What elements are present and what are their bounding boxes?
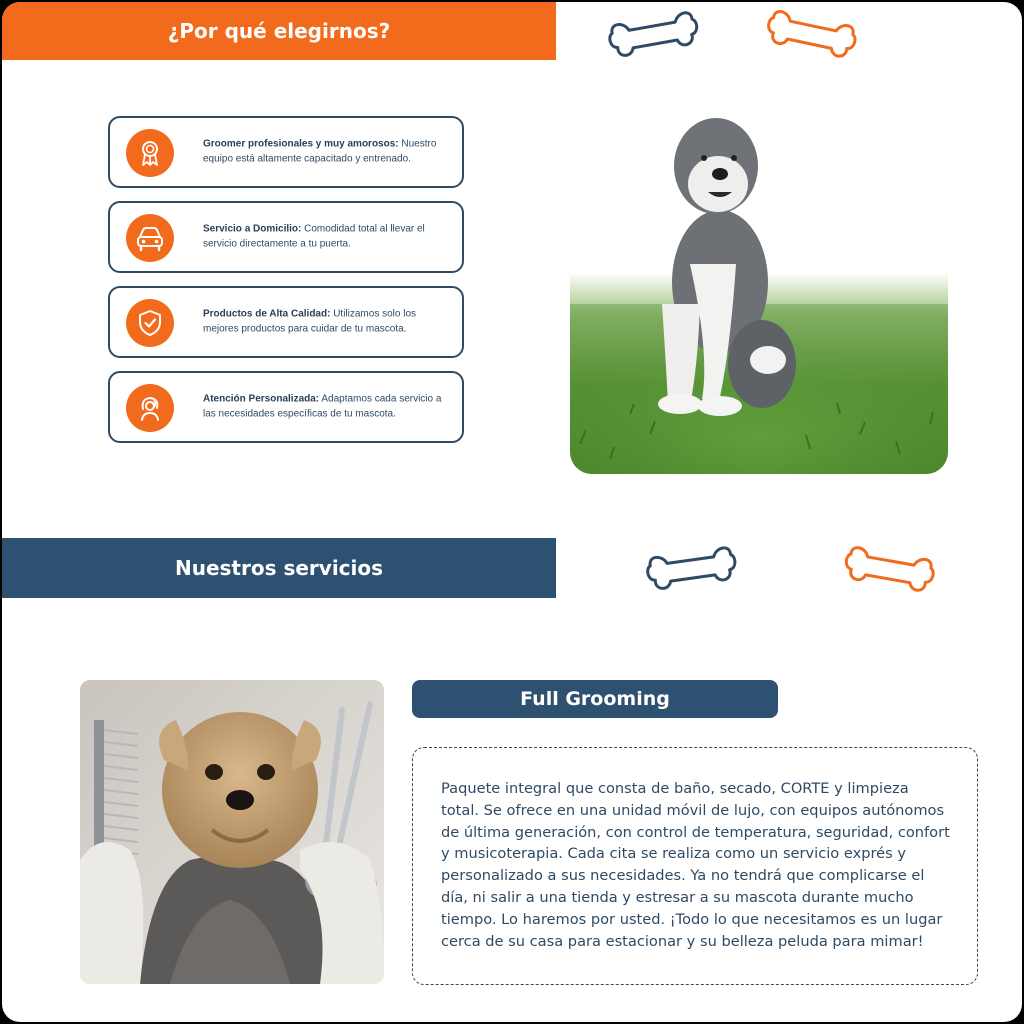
sheepadoodle-photo (570, 114, 948, 474)
services-banner (2, 538, 556, 598)
page (2, 2, 1022, 1022)
feature-description: Utilizamos solo los mejores productos para cuidar de tu mascota. (203, 308, 417, 334)
full-grooming-title-text: Full Grooming (520, 688, 670, 710)
feature-description: Comodidad total al llevar el servicio directamente a tu puerta. (203, 223, 425, 249)
feature-card-quality-products (108, 286, 464, 358)
feature-text (203, 138, 448, 167)
bone-icon (844, 538, 936, 600)
feature-title: Atención Personalizada: (203, 393, 320, 405)
feature-card-home-service (108, 201, 464, 273)
car-icon (126, 214, 174, 262)
feature-text (203, 223, 448, 252)
award-ribbon-icon (126, 129, 174, 177)
yorkshire-grooming-photo (80, 680, 384, 984)
bone-icon (766, 6, 858, 62)
bone-icon (608, 8, 700, 60)
why-choose-us-title: ¿Por qué elegirnos? (167, 19, 391, 43)
full-grooming-title (412, 680, 778, 718)
services-title: Nuestros servicios (174, 556, 384, 580)
shield-check-icon (126, 299, 174, 347)
feature-description: Adaptamos cada servicio a las necesidades específicas de tu mascota. (203, 393, 442, 419)
feature-description: Nuestro equipo está altamente capacitado y entrenado. (203, 138, 437, 164)
full-grooming-description-box (412, 747, 978, 985)
feature-text (203, 393, 448, 422)
feature-card-groomers (108, 116, 464, 188)
why-choose-us-banner (2, 2, 556, 60)
feature-title: Servicio a Domicilio: (203, 223, 302, 235)
feature-card-personalized (108, 371, 464, 443)
full-grooming-description: Paquete integral que consta de baño, secado, CORTE y limpieza total. Se ofrece en una unidad móvil de lujo, con equipos autónomos de última generación, con control de temperatura, seguridad, confort y musicoterapia. Cada cita se realiza como un servicio exprés y personalizado a sus necesidades. Ya no tendrá que complicarse el día, ni salir a una tienda y estresar a su mascota durante mucho tiempo. Lo haremos por usted. ¡Todo lo que necesitamos es un lugar cerca de su casa para estacionar y su belleza peluda para mimar! (441, 780, 950, 950)
feature-text (203, 308, 448, 337)
bone-icon (646, 538, 738, 598)
feature-title: Groomer profesionales y muy amorosos: (203, 138, 399, 150)
personalized-attention-icon (126, 384, 174, 432)
feature-title: Productos de Alta Calidad: (203, 308, 331, 320)
